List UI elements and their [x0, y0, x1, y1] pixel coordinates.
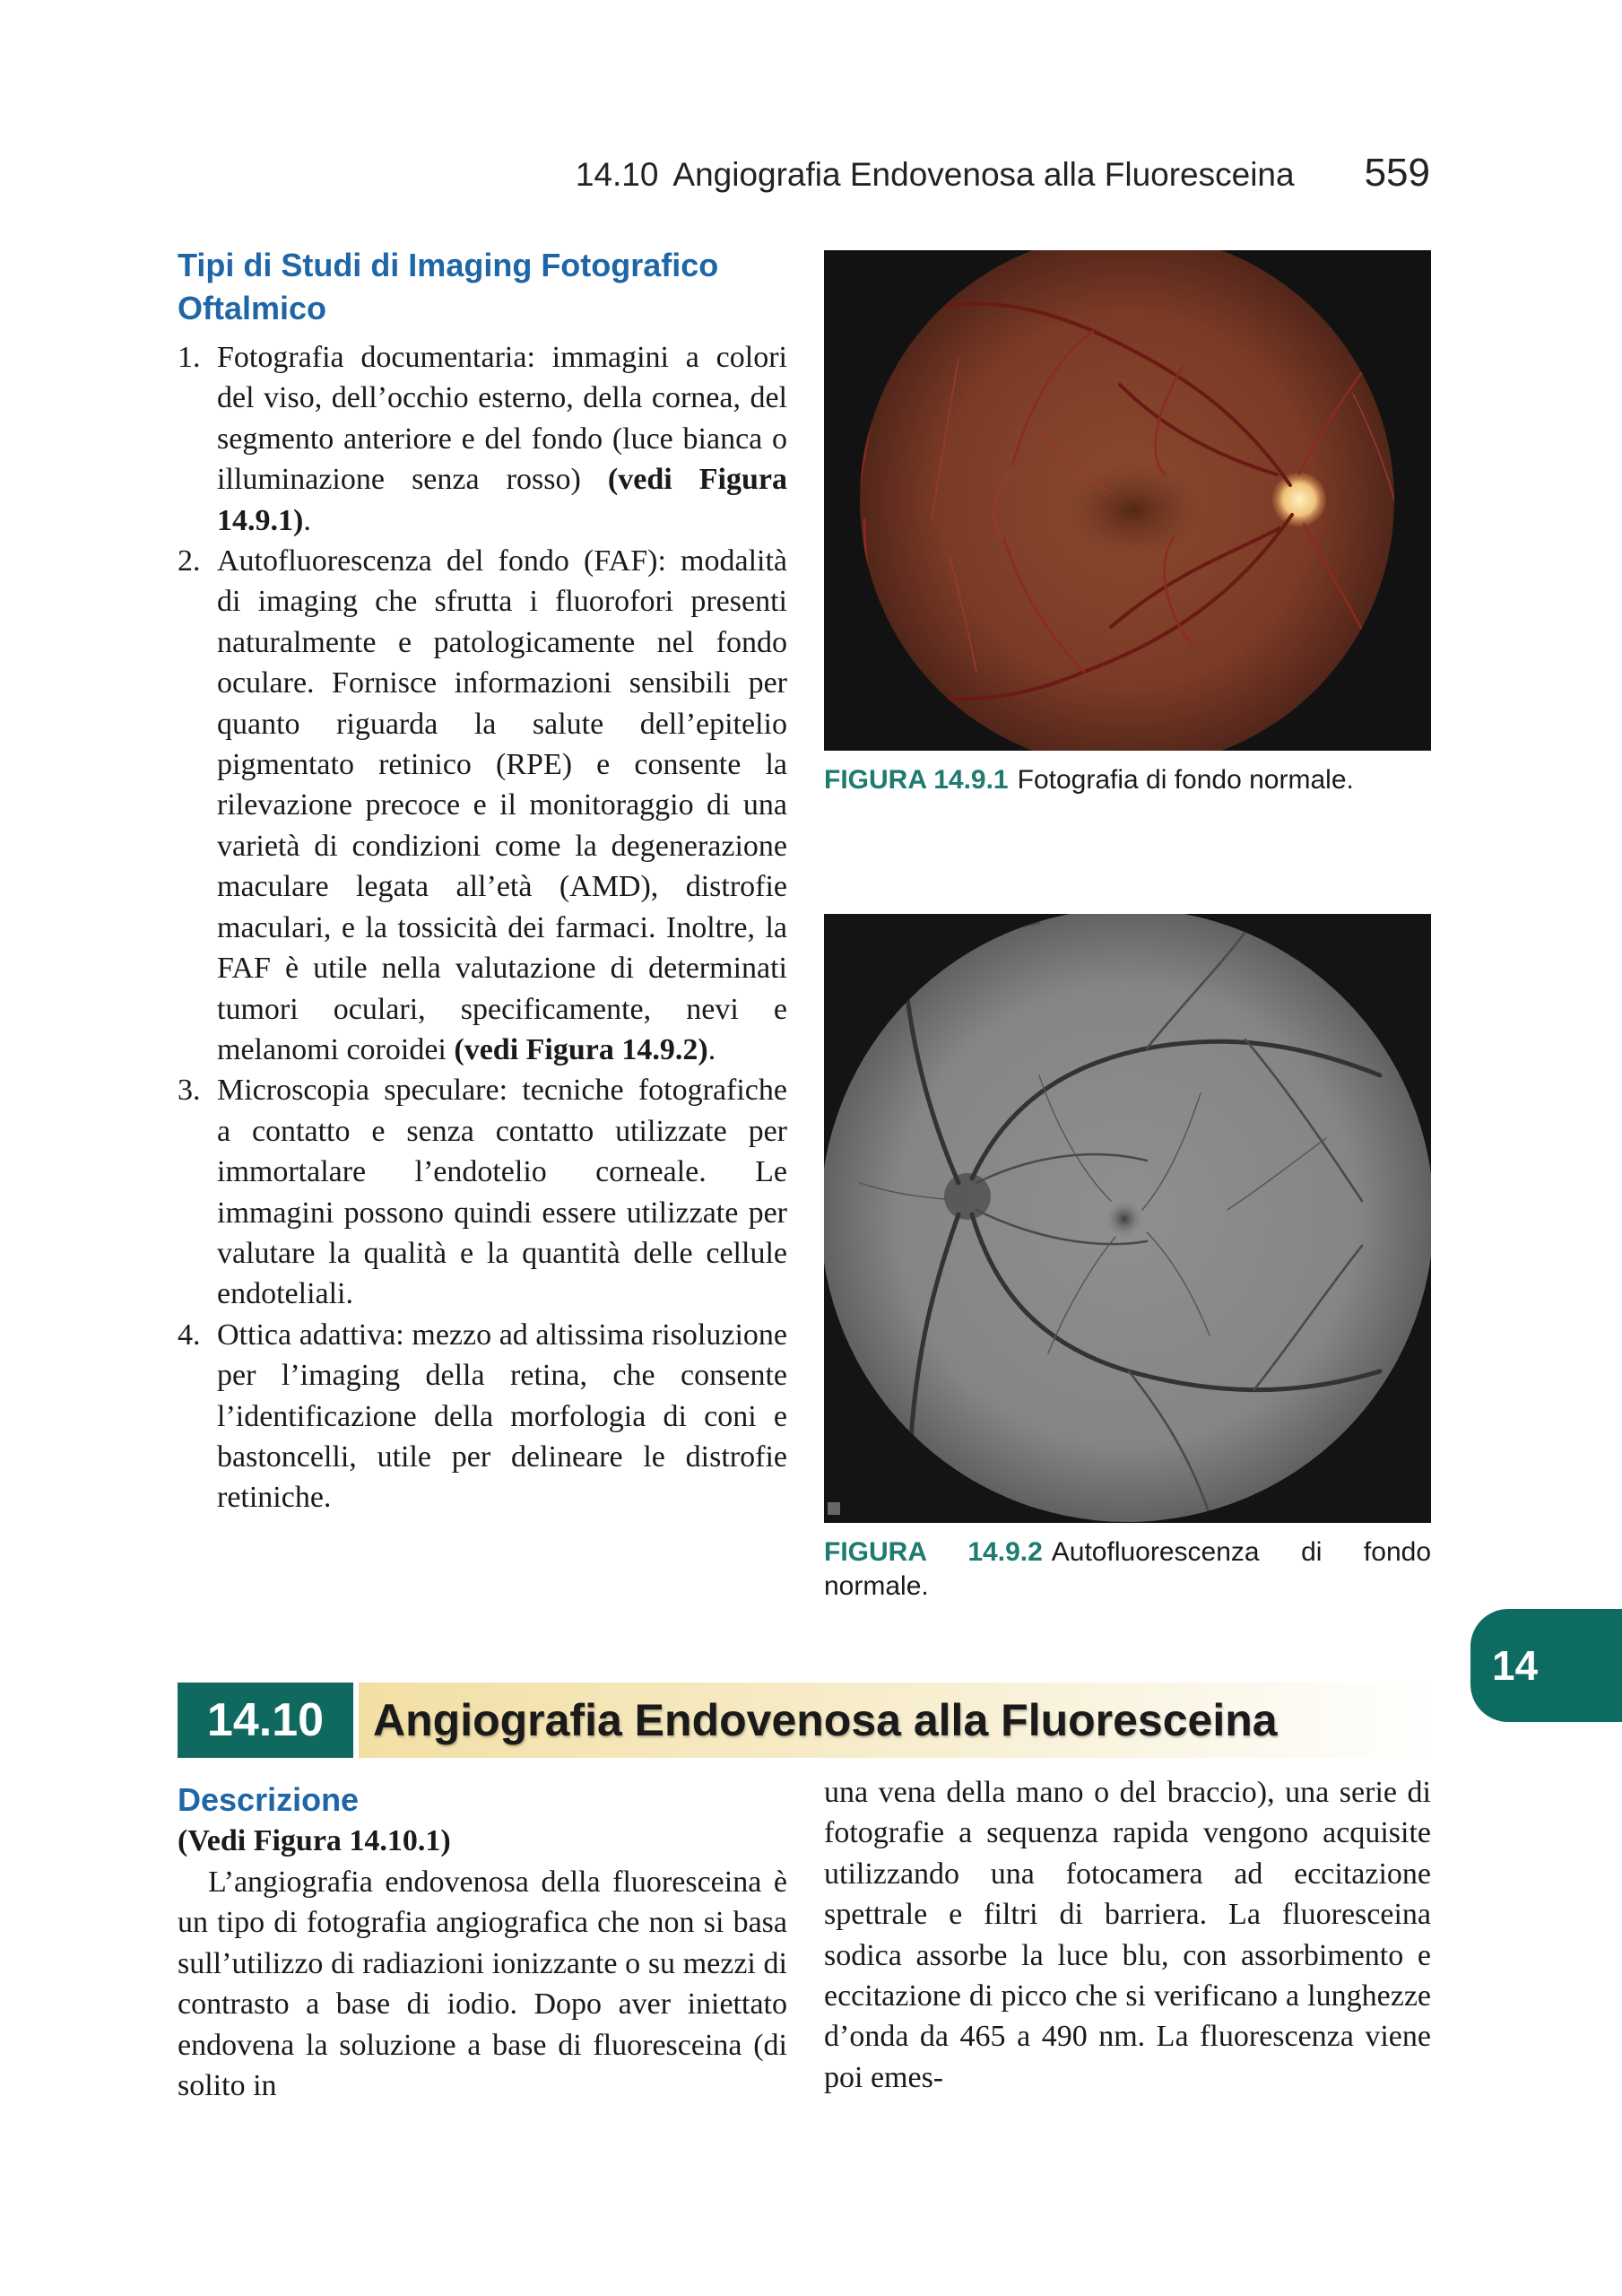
list-item [178, 337, 787, 541]
figure-caption-text: Autofluorescenza di fondo normale. [824, 1537, 1431, 1601]
description-paragraph-continued: una vena della mano o del braccio), una serie di fotografie a sequenza rapida vengono acquisite utilizzando una fotocamera ad eccitazione spettrale e filtri di barriera. La fluoresceina sodica assorbe la luce blu, con assorbimento e eccitazione di picco che si verificano a lunghezze d’onda da 465 a 490 nm. La fluorescenza viene poi emes- [824, 1776, 1431, 2094]
description-paragraph: L’angiografia endovenosa della fluoresceina è un tipo di fotografia angiografica che non si basa sull’utilizzo di radiazioni ionizzante o su mezzi di contrasto a base di iodio. Dopo aver iniettato endovena la soluzione a base di fluoresceina (di solito in [178, 1866, 787, 2103]
list-item [178, 541, 787, 1070]
list-item-number: 1. [178, 341, 201, 374]
page-number: 559 [1364, 151, 1430, 195]
list-item-number: 2. [178, 544, 201, 578]
figure-fundus-autofluorescence [824, 914, 1431, 1604]
running-header [576, 151, 1430, 196]
figure-fundus-photo [824, 250, 1431, 797]
section-number: 14.10 [178, 1683, 353, 1758]
list-item-text: Microscopia speculare: tecniche fotografiche a contatto e senza contatto utilizzate per immortalare l’endotelio corneale. Le immagini possono quindi essere utilizzate per valutare la qualità e la quantità delle cellule endoteliali. [217, 1074, 787, 1311]
list-item-end: . [707, 1032, 716, 1066]
list-item-text: Ottica adattiva: mezzo ad altissima risoluzione per l’imaging della retina, che consente l’identificazione della morfologia di coni e bastoncelli, utile per delineare le distrofie retiniche. [217, 1318, 787, 1515]
figure-reference: (vedi Figura 14.9.2) [454, 1032, 708, 1066]
body-right-column [824, 1772, 1431, 2098]
header-section-number: 14.10 [575, 156, 659, 193]
figure-label: FIGURA 14.9.1 [824, 765, 1009, 795]
body-left-column [178, 1779, 787, 2106]
list-item [178, 1315, 787, 1518]
chapter-tab: 14 [1470, 1609, 1622, 1722]
list-item [178, 1070, 787, 1314]
imaging-types-heading: Tipi di Studi di Imaging Fotografico Oftalmico [178, 247, 719, 326]
list-item-text: Fotografia documentaria: immagini a colori del viso, dell’occhio esterno, della cornea, del segmento anteriore e del fondo (luce bianca o illuminazione senza rosso) [217, 341, 787, 497]
fundus-photo-image [824, 250, 1431, 751]
autofluorescence-image [824, 914, 1431, 1523]
section-banner [178, 1683, 1433, 1758]
figure-label: FIGURA 14.9.2 [824, 1537, 1043, 1567]
see-figure-reference: (Vedi Figura 14.10.1) [178, 1824, 451, 1857]
imaging-types-column [178, 244, 787, 1518]
list-item-number: 3. [178, 1074, 201, 1108]
list-item-end: . [303, 503, 311, 537]
description-heading: Descrizione [178, 1781, 360, 1818]
list-item-number: 4. [178, 1318, 201, 1352]
imaging-types-list [178, 337, 787, 1518]
figure-reference: (vedi Figura 14.9.1) [217, 463, 788, 537]
figure-caption-text: Fotografia di fondo normale. [1017, 765, 1354, 795]
list-item-text: Autofluorescenza del fondo (FAF): modalità di imaging che sfrutta i fluorofori presenti naturalmente e patologicamente nel fondo oculare. Fornisce informazioni sensibili per quanto riguarda la salute dell’epitelio pigmentato retinico (RPE) e consente la rilevazione precoce e il monitoraggio di una varietà di condizioni come la degenerazione maculare legata all’età (AMD), distrofie maculari, e la tossicità dei farmaci. Inoltre, la FAF è utile nella valutazione di determinati tumori oculari, specificamente, nevi e melanomi coroidei [217, 544, 787, 1066]
section-title: Angiografia Endovenosa alla Fluoresceina [359, 1683, 1433, 1758]
figure-caption-14-9-1 [824, 763, 1431, 797]
figure-caption-14-9-2 [824, 1535, 1431, 1604]
header-section-title: Angiografia Endovenosa alla Fluoresceina [672, 156, 1295, 193]
